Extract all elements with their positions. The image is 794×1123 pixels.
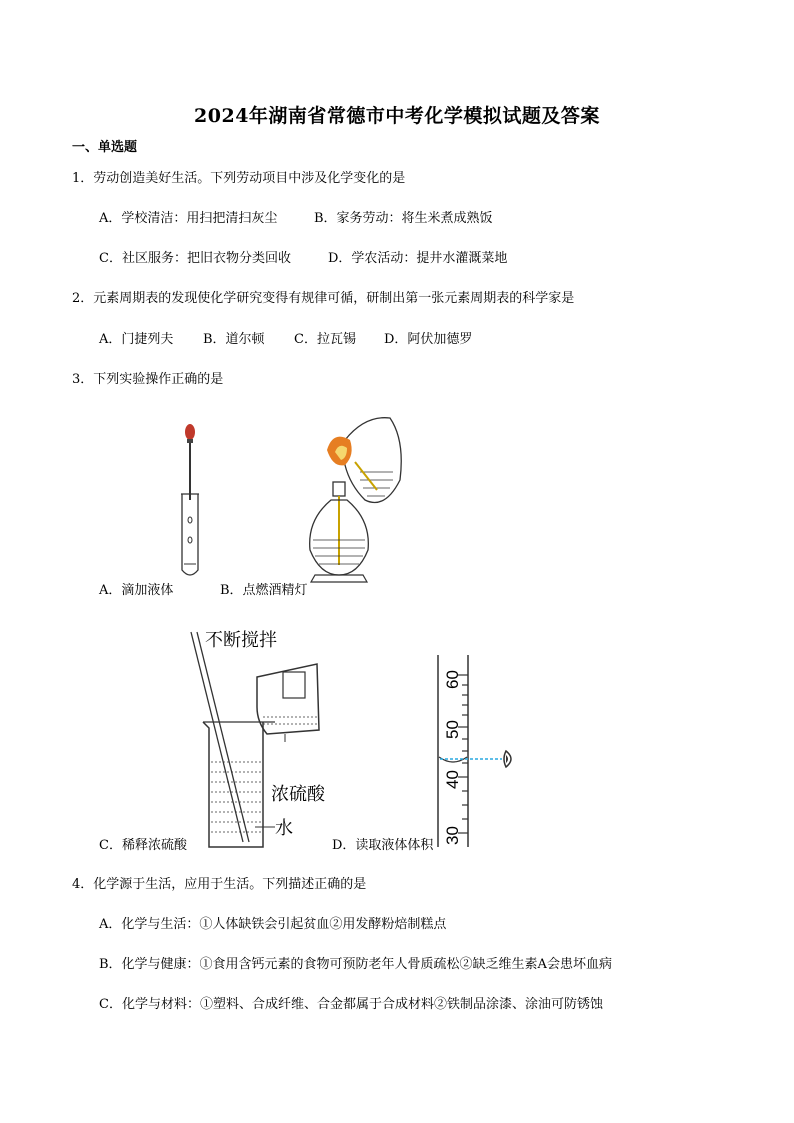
q3-stem: 3．下列实验操作正确的是 [72,372,224,387]
q1-option-b: B．家务劳动：将生米煮成熟饭 [314,211,493,226]
stir-label: 不断搅拌 [205,630,277,650]
drop [188,537,192,543]
q4-option-c: C．化学与材料：①塑料、合成纤维、合金都属于合成材料②铁制品涂漆、涂油可防锈蚀 [99,997,603,1012]
upper-wick [355,462,377,490]
q2-option-a: A．门捷列夫 [99,332,174,347]
tick-label: 30 [443,826,462,845]
upper-lamp [345,418,401,503]
dilution-figure [185,622,330,852]
dropper-bulb [185,424,195,440]
page-title: 2024年湖南省常德市中考化学模拟试题及答案 [194,105,600,127]
acid-label: 浓硫酸 [271,784,325,804]
q2-option-b: B．道尔顿 [203,332,265,347]
test-tube [182,494,198,575]
dropper-collar [187,439,193,443]
acid-bottle [257,664,319,734]
q4-stem: 4．化学源于生活，应用于生活。下列描述正确的是 [72,877,367,892]
q1-option-c: C．社区服务：把旧衣物分类回收 [99,251,291,266]
q4-option-a: A．化学与生活：①人体缺铁会引起贫血②用发酵粉焙制糕点 [99,917,447,932]
q2-option-c: C．拉瓦锡 [294,332,356,347]
q3-option-c: C．稀释浓硫酸 [99,838,187,853]
q4-option-b: B．化学与健康：①食用含钙元素的食物可预防老年人骨质疏松②缺乏维生素A会患坏血病 [99,957,612,972]
lower-lamp-cap [333,482,345,496]
water-label: 水 [275,818,293,838]
beaker [203,722,263,847]
drop [188,517,192,523]
dropper-figure [175,420,215,580]
cylinder-figure [430,655,520,850]
tick-label: 40 [443,770,462,789]
tick-label: 50 [443,720,462,739]
q1-option-d: D．学农活动：提井水灌溉菜地 [328,251,508,266]
q3-option-d: D．读取液体体积 [332,838,434,853]
q2-stem: 2．元素周期表的发现使化学研究变得有规律可循，研制出第一张元素周期表的科学家是 [72,291,575,306]
tick-label: 60 [443,670,462,689]
q1-option-a: A．学校清洁：用扫把清扫灰尘 [99,211,278,226]
q3-option-b: B．点燃酒精灯 [220,583,308,598]
alcohol-lamp-figure [305,410,415,590]
q1-stem: 1．劳动创造美好生活。下列劳动项目中涉及化学变化的是 [72,171,406,186]
q2-option-d: D．阿伏加德罗 [384,332,473,347]
section-heading: 一、单选题 [72,140,138,155]
glass-rod [191,632,243,842]
bottle-label [283,672,305,698]
q3-option-a: A．滴加液体 [99,583,174,598]
